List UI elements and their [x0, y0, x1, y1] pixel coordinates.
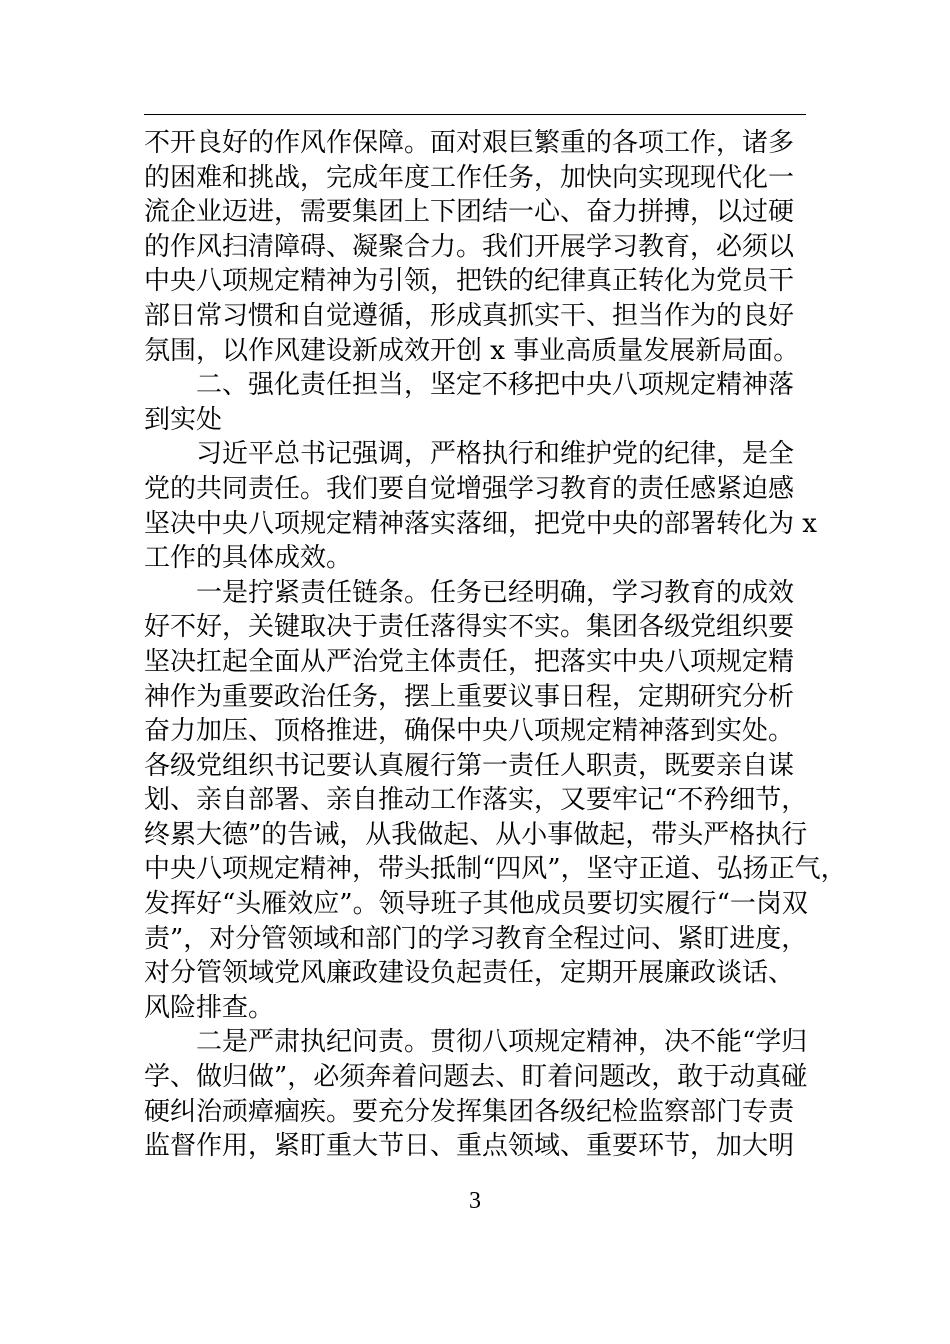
text-line: 硬纠治顽瘴痼疾。要充分发挥集团各级纪检监察部门专责 — [144, 1096, 795, 1127]
text-line: 一是拧紧责任链条。任务已经明确，学习教育的成效 — [196, 577, 795, 608]
text-line: 二、强化责任担当，坚定不移把中央八项规定精神落 — [196, 370, 795, 401]
text-line: 好不好，关键取决于责任落得实不实。集团各级党组织要 — [144, 612, 795, 643]
text-line: 奋力加压、顶格推进，确保中央八项规定精神落到实处。 — [144, 716, 795, 747]
text-line: 对分管领域党风廉政建设负起责任，定期开展廉政谈话、 — [144, 958, 795, 989]
text-line: 的作风扫清障碍、凝聚合力。我们开展学习教育，必须以 — [144, 231, 795, 262]
text-line: 各级党组织书记要认真履行第一责任人职责，既要亲自谋 — [144, 750, 795, 781]
text-line: 部日常习惯和自觉遵循，形成真抓实干、担当作为的良好 — [144, 300, 795, 331]
page-number: 3 — [469, 1188, 481, 1214]
text-line: 风险排查。 — [144, 992, 275, 1023]
text-line: 习近平总书记强调，严格执行和维护党的纪律，是全 — [196, 439, 795, 470]
text-line: 发挥好“头雁效应”。领导班子其他成员要切实履行“一岗双 — [144, 889, 808, 920]
text-line: 氛围，以作风建设新成效开创 x 事业高质量发展新局面。 — [144, 335, 800, 366]
text-line: 划、亲自部署、亲自推动工作落实，又要牢记“不矜细节， — [144, 785, 808, 816]
text-line: 流企业迈进，需要集团上下团结一心、奋力拼搏，以过硬 — [144, 197, 795, 228]
header-rule — [144, 114, 806, 115]
text-line: 工作的具体成效。 — [144, 543, 353, 574]
text-line: 不开良好的作风作保障。面对艰巨繁重的各项工作，诸多 — [144, 128, 795, 158]
text-line: 中央八项规定精神为引领，把铁的纪律真正转化为党员干 — [144, 266, 795, 297]
text-line: 神作为重要政治任务，摆上重要议事日程，定期研究分析 — [144, 681, 795, 712]
text-line: 责”，对分管领域和部门的学习教育全程过问、紧盯进度， — [144, 923, 808, 954]
text-line: 监督作用，紧盯重大节日、重点领域、重要环节，加大明 — [144, 1131, 795, 1162]
text-line: 终累大德”的告诫，从我做起、从小事做起，带头严格执行 — [144, 819, 808, 850]
text-line: 二是严肃执纪问责。贯彻八项规定精神，决不能“学归 — [196, 1027, 808, 1058]
text-line: 的困难和挑战，完成年度工作任务，加快向实现现代化一 — [144, 162, 795, 193]
text-line: 坚决中央八项规定精神落实落细，把党中央的部署转化为 x — [144, 508, 817, 539]
text-line: 中央八项规定精神，带头抵制“四风”，坚守正道、弘扬正气， — [144, 854, 847, 885]
text-line: 到实处 — [144, 404, 223, 435]
text-line: 党的共同责任。我们要自觉增强学习教育的责任感紧迫感 — [144, 473, 795, 504]
document-body — [144, 126, 847, 1164]
text-line: 坚决扛起全面从严治党主体责任，把落实中央八项规定精 — [144, 646, 795, 677]
text-line: 学、做归做”，必须奔着问题去、盯着问题改，敢于动真碰 — [144, 1062, 808, 1093]
